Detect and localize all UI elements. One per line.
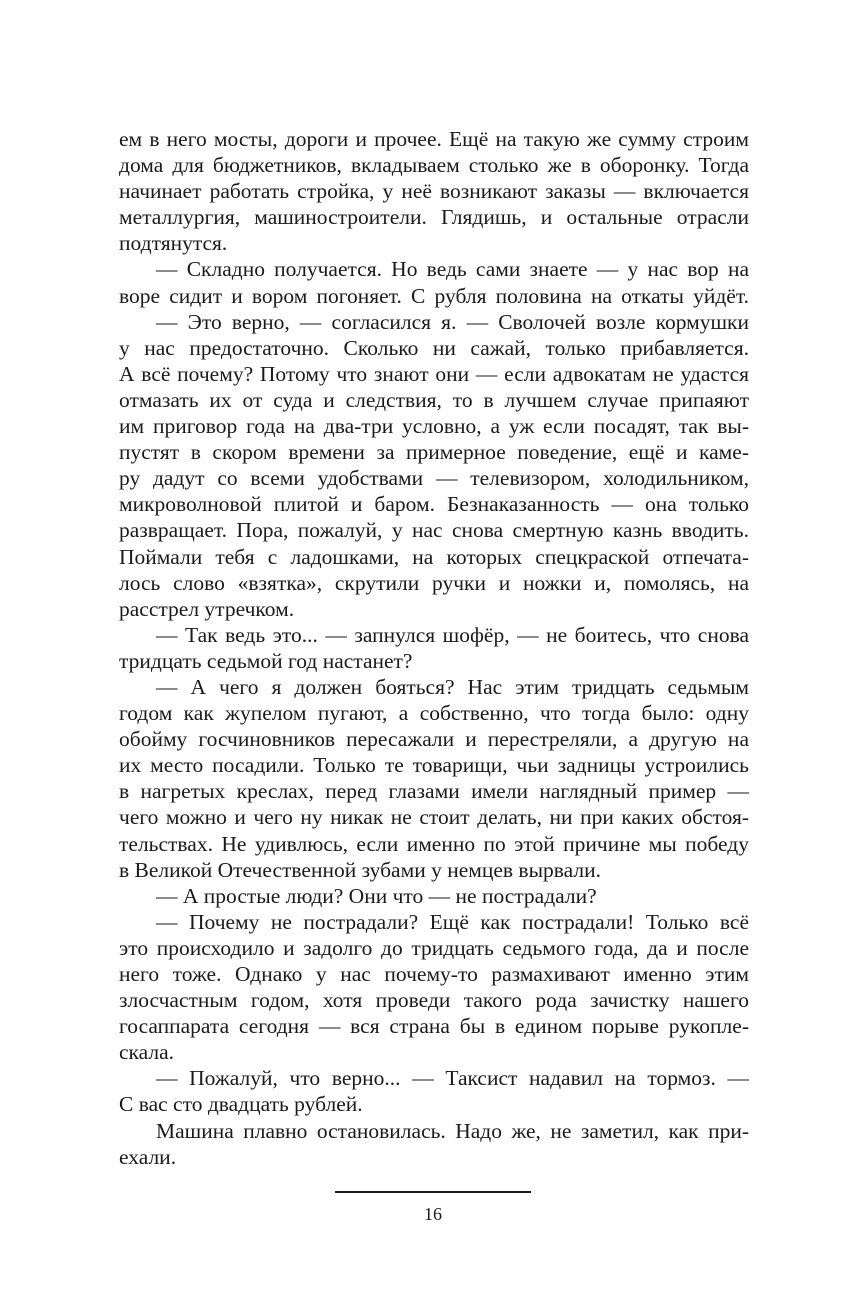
- text-line: тридцать седьмой год настанет?: [119, 648, 413, 673]
- text-line: С вас сто двадцать рублей.: [119, 1092, 363, 1117]
- text-line: него тоже. Однако у нас почему-то размахивают именно этим: [119, 962, 749, 986]
- text-line: их место посадили. Только те товарищи, чьи задницы устроились: [119, 753, 749, 778]
- text-line: пустят в скором времени за примерное поведение, ещё и каме-: [119, 440, 749, 465]
- text-line: развращает. Пора, пожалуй, у нас снова смертную казнь вводить.: [119, 518, 749, 543]
- text-line: в Великой Отечественной зубами у немцев вырвали.: [119, 857, 601, 882]
- text-line: это происходило и задолго до тридцать седьмого года, да и после: [119, 935, 749, 960]
- text-line: — Так ведь это... — запнулся шофёр, — не боитесь, что снова: [156, 622, 749, 647]
- text-line: в нагретых креслах, перед глазами имели наглядный пример —: [119, 779, 749, 804]
- text-line: — Почему не пострадали? Ещё как пострадали! Только всё: [156, 909, 749, 934]
- text-line: металлургия, машиностроители. Глядишь, и остальные отрасли: [119, 205, 749, 230]
- text-line: подтянутся.: [119, 231, 228, 256]
- text-line: — Складно получается. Но ведь сами знаете — у нас вор на: [156, 257, 749, 282]
- text-line: Машина плавно остановилась. Надо же, не заметил, как при-: [156, 1118, 749, 1143]
- text-line: ехали.: [119, 1144, 177, 1169]
- text-line: расстрел утречком.: [119, 596, 295, 621]
- text-line: А всё почему? Потому что знают они — если адвокатам не удастся: [119, 361, 749, 386]
- text-line: злосчастным годом, хотя проведи такого рода зачистку нашего: [119, 988, 749, 1013]
- body-text: [119, 126, 749, 1170]
- text-line: лось слово «взятка», скрутили ручки и ножки и, помолясь, на: [119, 570, 749, 595]
- text-line: — А чего я должен бояться? Нас этим тридцать седьмым: [156, 674, 749, 699]
- text-line: чего можно и чего ну никак не стоит делать, ни при каких обстоя-: [119, 805, 749, 830]
- text-line: дома для бюджетников, вкладываем столько же в оборонку. Тогда: [119, 153, 749, 178]
- text-line: микроволновой плитой и баром. Безнаказанность — она только: [119, 492, 749, 517]
- text-line: обойму госчиновников пересажали и перестреляли, а другую на: [119, 727, 749, 752]
- text-line: начинает работать стройка, у неё возникают заказы — включается: [119, 179, 749, 204]
- text-line: — Это верно, — согласился я. — Сволочей возле кормушки: [156, 309, 749, 334]
- text-line: ем в него мосты, дороги и прочее. Ещё на такую же сумму строим: [119, 127, 749, 151]
- text-line: — Пожалуй, что верно... — Таксист надавил на тормоз. —: [156, 1066, 749, 1091]
- page-number: 16: [424, 1204, 442, 1224]
- text-line: — А простые люди? Они что — не пострадали?: [156, 883, 597, 908]
- text-line: воре сидит и вором погоняет. С рубля половина на откаты уйдёт.: [119, 283, 749, 308]
- text-line: отмазать их от суда и следствия, то в лучшем случае припаяют: [119, 387, 749, 412]
- text-line: Поймали тебя с ладошками, на которых спецкраской отпечата-: [119, 544, 749, 569]
- text-line: ру дадут со всеми удобствами — телевизором, холодильником,: [119, 466, 749, 491]
- text-line: госаппарата сегодня — вся страна бы в едином порыве рукопле-: [119, 1014, 749, 1039]
- text-line: им приговор года на два-три условно, а уж если посадят, так вы-: [119, 414, 749, 439]
- footer-rule: [335, 1191, 531, 1193]
- text-line: тельствах. Не удивлюсь, если именно по этой причине мы победу: [119, 831, 749, 856]
- text-line: скала.: [119, 1040, 175, 1065]
- text-line: годом как жупелом пугают, а собственно, что тогда было: одну: [119, 701, 749, 726]
- text-line: у нас предостаточно. Сколько ни сажай, только прибавляется.: [119, 335, 749, 360]
